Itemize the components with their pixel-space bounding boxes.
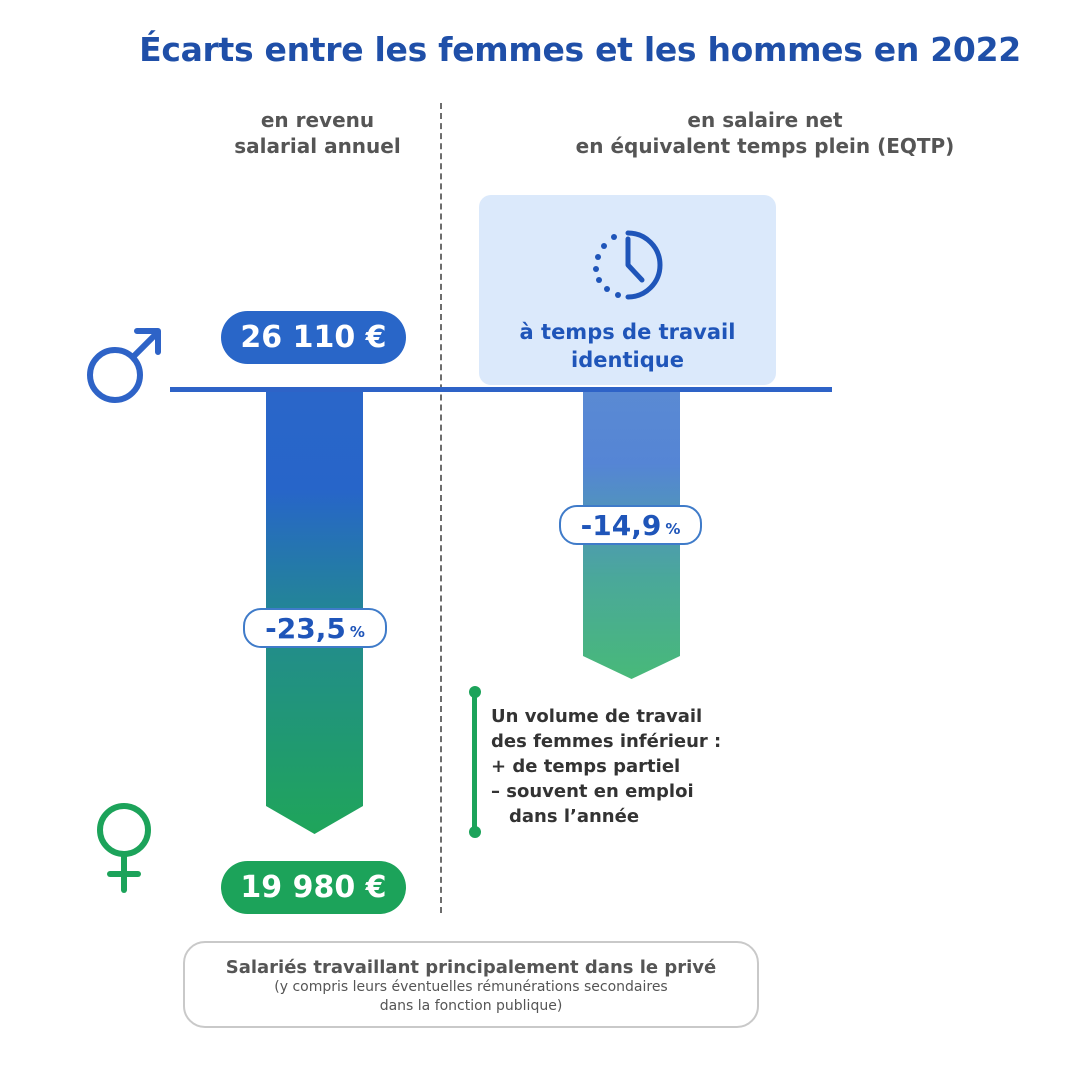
note-bracket-dot-top	[469, 686, 481, 698]
equal-working-time-line1: à temps de travail	[519, 320, 736, 344]
note-line5: dans l’année	[509, 806, 640, 827]
note-bracket-dot-bottom	[469, 826, 481, 838]
eqtp-salary-gap-unit: %	[665, 520, 681, 538]
footnote-line1: Salariés travaillant principalement dans le privé	[225, 957, 717, 978]
female-symbol-icon	[90, 802, 160, 894]
note-line1: Un volume de travail	[491, 706, 703, 727]
male-symbol-icon	[80, 322, 170, 412]
working-volume-note	[491, 704, 721, 829]
note-line2: des femmes inférieur :	[491, 731, 722, 752]
men-annual-income-pill: 26 110 €	[221, 311, 406, 364]
note-bracket-line	[472, 690, 477, 833]
right-heading-line2: en équivalent temps plein (EQTP)	[575, 134, 955, 158]
women-annual-income-pill: 19 980 €	[221, 861, 406, 914]
left-heading-line1: en revenu	[260, 108, 375, 132]
left-heading-line2: salarial annuel	[234, 134, 401, 158]
annual-income-gap-badge	[243, 608, 387, 648]
note-line4: – souvent en emploi	[491, 781, 694, 802]
scope-footnote	[183, 941, 759, 1028]
note-line3: + de temps partiel	[491, 756, 681, 777]
eqtp-salary-gap-badge	[559, 505, 702, 545]
annual-income-gap-value: -23,5	[265, 611, 346, 645]
right-heading-line1: en salaire net	[687, 108, 843, 132]
equal-working-time-line2: identique	[571, 348, 684, 372]
page-title: Écarts entre les femmes et les hommes en 2022	[139, 30, 1021, 69]
men-baseline	[170, 387, 832, 392]
annual-income-gap-unit: %	[349, 623, 365, 641]
eqtp-salary-gap-value: -14,9	[580, 508, 662, 542]
footnote-line3: dans la fonction publique)	[379, 998, 563, 1014]
footnote-line2: (y compris leurs éventuelles rémunérations secondaires	[274, 979, 668, 995]
